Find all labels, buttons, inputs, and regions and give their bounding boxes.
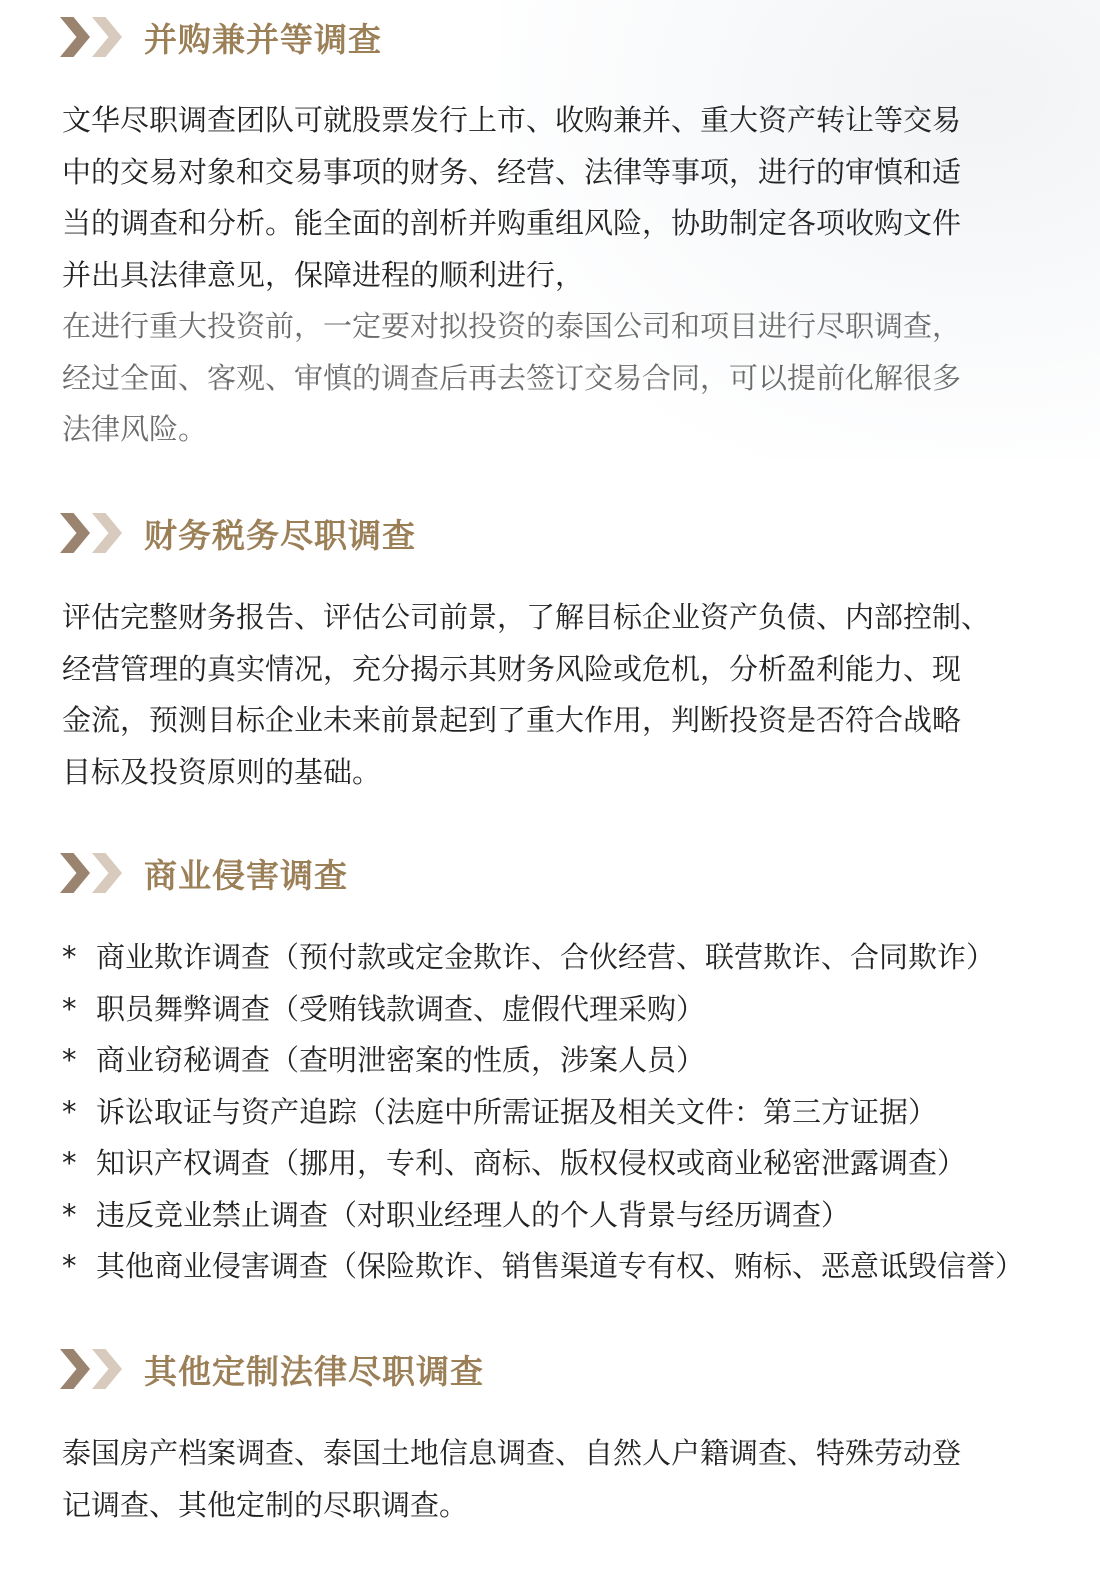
section-title: 商业侵害调查	[144, 855, 348, 895]
text-line: 文华尽职调查团队可就股票发行上市、收购兼并、重大资产转让等交易	[62, 103, 962, 137]
section-body-finance	[62, 592, 1082, 798]
bullet-text: 诉讼取证与资产追踪（法庭中所需证据及相关文件：第三方证据）	[96, 1094, 938, 1129]
bullet-item	[62, 984, 1082, 1036]
text-line-gray: 在进行重大投资前，一定要对拟投资的泰国公司和项目进行尽职调查，	[62, 309, 962, 343]
bullet-marker: *	[62, 1043, 77, 1077]
bullet-text: 商业欺诈调查（预付款或定金欺诈、合伙经营、联营欺诈、合同欺诈）	[96, 940, 996, 974]
text-line: 并出具法律意见，保障进程的顺利进行，	[62, 257, 585, 292]
text-line: 记调查、其他定制的尽职调查。	[62, 1487, 469, 1522]
text-line: 金流，预测目标企业未来前景起到了重大作用，判断投资是否符合战略	[62, 703, 962, 737]
text-line: 当的调查和分析。能全面的剖析并购重组风险，协助制定各项收购文件	[62, 206, 962, 240]
double-chevron-icon	[60, 17, 128, 57]
double-chevron-icon	[60, 853, 128, 893]
section-title: 财务税务尽职调查	[144, 515, 416, 555]
bullet-item	[62, 1035, 1082, 1087]
text-line: 经营管理的真实情况，充分揭示其财务风险或危机，分析盈利能力、现	[62, 651, 962, 686]
bullet-item	[62, 932, 1082, 984]
double-chevron-icon	[60, 513, 128, 553]
bullet-item	[62, 1241, 1082, 1293]
text-line: 目标及投资原则的基础。	[62, 754, 382, 789]
bullet-text: 职员舞弊调查（受贿钱款调查、虚假代理采购）	[96, 991, 706, 1026]
bullet-marker: *	[62, 1197, 77, 1232]
text-line: 泰国房产档案调查、泰国土地信息调查、自然人户籍调查、特殊劳动登	[62, 1436, 962, 1470]
section-body-custom	[62, 1428, 1082, 1531]
section-title: 其他定制法律尽职调查	[144, 1351, 484, 1391]
double-chevron-icon	[60, 1349, 128, 1389]
bullet-marker: *	[62, 1146, 77, 1180]
bullet-marker: *	[62, 1249, 77, 1283]
section-body-infringement	[62, 932, 1082, 1293]
section-title: 并购兼并等调查	[144, 19, 382, 59]
bullet-item	[62, 1190, 1082, 1242]
text-line: 评估完整财务报告、评估公司前景，了解目标企业资产负债、内部控制、	[62, 600, 991, 634]
section-heading-infringement	[60, 848, 348, 898]
bullet-item	[62, 1087, 1082, 1139]
bullet-marker: *	[62, 991, 77, 1026]
section-heading-finance	[60, 508, 416, 558]
text-line-gray: 经过全面、客观、审慎的调查后再去签订交易合同，可以提前化解很多	[62, 360, 962, 395]
bullet-marker: *	[62, 940, 77, 974]
bullet-text: 商业窃秘调查（查明泄密案的性质，涉案人员）	[96, 1043, 706, 1077]
bullet-text: 违反竞业禁止调查（对职业经理人的个人背景与经历调查）	[96, 1197, 851, 1232]
bullet-text: 知识产权调查（挪用，专利、商标、版权侵权或商业秘密泄露调查）	[96, 1146, 967, 1180]
bullet-marker: *	[62, 1094, 77, 1129]
section-heading-custom	[60, 1344, 484, 1394]
text-line-gray: 法律风险。	[62, 412, 208, 446]
text-line: 中的交易对象和交易事项的财务、经营、法律等事项，进行的审慎和适	[62, 154, 962, 189]
bullet-item	[62, 1138, 1082, 1190]
section-heading-mna	[60, 12, 382, 62]
bullet-text: 其他商业侵害调查（保险欺诈、销售渠道专有权、贿标、恶意诋毁信誉）	[96, 1249, 1025, 1283]
section-body-mna	[62, 95, 1082, 456]
